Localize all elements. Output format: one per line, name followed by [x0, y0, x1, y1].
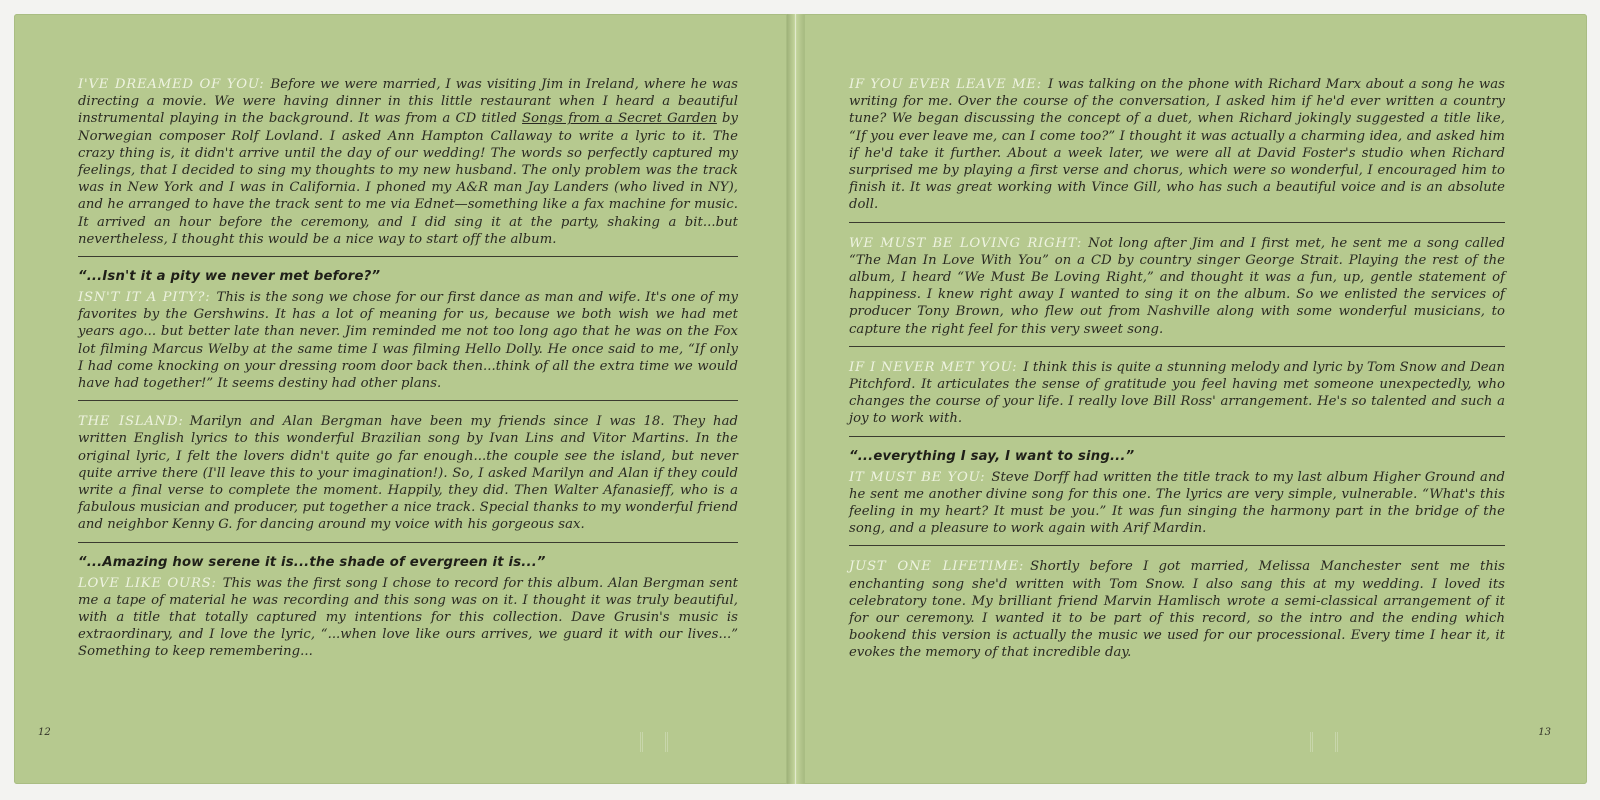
embossed-mark: [640, 732, 668, 752]
left-page: [14, 14, 787, 784]
song-title: I'VE DREAMED OF YOU:: [78, 77, 265, 92]
divider-rule: [78, 400, 738, 401]
song-note-text: [849, 469, 1505, 538]
pull-quote: “...Amazing how serene it is...the shade of evergreen it is...”: [78, 554, 546, 570]
pull-quote: “...Isn't it a pity we never met before?”: [78, 269, 381, 285]
song-note-if-you-ever-leave-me: [849, 76, 1505, 214]
song-note-text: [78, 289, 738, 392]
divider-rule: [849, 222, 1505, 223]
song-note-the-island: [78, 413, 738, 533]
pull-quote: “...everything I say, I want to sing...”: [849, 448, 1135, 464]
embossed-mark: [1310, 732, 1338, 752]
song-note-if-i-never-met-you: [849, 359, 1505, 428]
page-number: 13: [1538, 727, 1551, 738]
song-note-love-like-ours: [78, 555, 738, 661]
song-title: ISN'T IT A PITY?:: [78, 290, 211, 306]
song-note-text: [78, 575, 738, 661]
song-note-we-must-be-loving-right: [849, 235, 1505, 338]
song-note-body: Not long after Jim and I first met, he sent me a song called “The Man In Love With You” on a CD by country singer George Strait. Playing the rest of the album, I heard “We Must Be Loving Right,” and thought it was a fun, up, gentle statement of happiness. I knew right away I wanted to sing it on the album. So we enlisted the services of producer Tony Brown, who flew out from Nashville along with some wonderful musicians, to capture the right feel for this very sweet song.: [849, 235, 1506, 337]
song-note-body: Shortly before I got married, Melissa Manchester sent me this enchanting song she'd written with Tom Snow. I also sang this at my wedding. I loved its celebratory tone. My brilliant friend Marvin Hamlisch wrote a semi-classical arrangement of it for our ceremony. I wanted it to be part of this record, so the intro and the ending which bookend this version is actually the music we used for our processional. Every time I hear it, it evokes the memory of that incredible day.: [849, 559, 1505, 661]
song-title: IT MUST BE YOU:: [849, 469, 986, 485]
divider-rule: [78, 256, 738, 257]
song-title: IF YOU EVER LEAVE ME:: [849, 77, 1042, 92]
left-column: [78, 76, 738, 661]
song-title: WE MUST BE LOVING RIGHT:: [849, 235, 1083, 251]
divider-rule: [849, 346, 1505, 347]
divider-rule: [849, 436, 1505, 437]
song-title: THE ISLAND:: [78, 414, 184, 430]
song-note-isnt-it-a-pity: [78, 269, 738, 392]
song-note-body-cont: by Norwegian composer Rolf Lovland. I asked Ann Hampton Callaway to write a lyric to it. The crazy thing is, it didn't arrive until the day of our wedding! The words so perfectly captured my feelings, that I decided to sing my thoughts to my new husband. The only problem was the track was in New York and I was in California. I phoned my A&R man Jay Landers (who lived in NY), and he arranged to have the track sent to me via Ednet—something like a fax machine for music. It arrived an hour before the ceremony, and I did sing it at the party, shaking a bit...but nevertheless, I thought this would be a nice way to start off the album.: [78, 111, 739, 247]
song-note-body: Marilyn and Alan Bergman have been my friends since I was 18. They had written English lyrics to this wonderful Brazilian song by Ivan Lins and Vitor Martins. In the original lyric, I felt the lovers didn't quite go far enough...the couple see the island, but never quite arrive there (I'll leave this to your imagination!). So, I asked Marilyn and Alan if they could write a final verse to complete the moment. Happily, they did. Then Walter Afanasieff, who is a fabulous musician and producer, put together a nice track. Special thanks to my wonderful friend and neighbor Kenny G. for dancing around my voice with his gorgeous sax.: [78, 414, 739, 533]
song-note-text: [849, 235, 1505, 338]
song-note-body: Before we were married, I was visiting Jim in Ireland, where he was directing a movie. We were having dinner in this little restaurant when I heard a beautiful instrumental playing in the background. It was from a CD titled: [78, 77, 739, 127]
song-note-body: This was the first song I chose to record for this album. Alan Bergman sent me a tape of material he was recording and this song was on it. I thought it was truly beautiful, with a title that totally captured my intentions for this collection. Dave Grusin's music is extraordinary, and I love the lyric, “...when love like ours arrives, we guard it with our lives...” Something to keep remembering...: [78, 575, 738, 660]
song-title: LOVE LIKE OURS:: [78, 575, 217, 591]
right-page: [804, 14, 1587, 784]
song-note-text: [78, 413, 738, 533]
song-note-body: I think this is quite a stunning melody and lyric by Tom Snow and Dean Pitchford. It articulates the sense of gratitude you feel having met someone unexpectedly, who changes the course of your life. I really love Bill Ross' arrangement. He's so talented and such a joy to work with.: [849, 359, 1506, 427]
song-title: JUST ONE LIFETIME:: [849, 559, 1025, 575]
song-note-body: I was talking on the phone with Richard Marx about a song he was writing for me. Over the course of the conversation, I asked him if he'd ever written a country tune? We began discussing the concept of a duet, when Richard jokingly suggested a title like, “If you ever leave me, can I come too?” I thought it was actually a charming idea, and asked him if he'd take it further. About a week later, we were all at David Foster's studio when Richard surprised me by playing a first verse and chorus, which were so wonderful, I encouraged him to finish it. It was great working with Vince Gill, who has such a beautiful voice and is an absolute doll.: [849, 77, 1505, 213]
divider-rule: [849, 545, 1505, 546]
song-note-just-one-lifetime: [849, 558, 1505, 661]
song-note-text: [849, 359, 1505, 428]
song-note-ive-dreamed-of-you: [78, 76, 738, 248]
page-number: 12: [38, 727, 51, 738]
right-column: [849, 76, 1505, 662]
song-note-body: Steve Dorff had written the title track to my last album Higher Ground and he sent me another divine song for this one. The lyrics are very simple, vulnerable. “What's this feeling in my heart? It must be you.” It was fun singing the harmony part in the bridge of the song, and a pleasure to work again with Arif Mardin.: [849, 469, 1506, 537]
book-gutter: [787, 14, 804, 784]
divider-rule: [78, 542, 738, 543]
song-note-it-must-be-you: [849, 449, 1505, 538]
song-note-text: [849, 558, 1505, 661]
song-note-text: [849, 76, 1505, 214]
song-note-body: This is the song we chose for our first dance as man and wife. It's one of my favorites by the Gershwins. It has a lot of meaning for us, because we both wish we had met years ago... but better late than never. Jim reminded me not too long ago that he was on the Fox lot filming Marcus Welby at the same time I was filming Hello Dolly. He once said to me, “If only I had come knocking on your dressing room door back then...think of all the extra time we would have had together!” It seems destiny had other plans.: [78, 290, 738, 392]
song-note-text: [78, 76, 738, 248]
album-title-underlined: Songs from a Secret Garden: [522, 111, 717, 127]
song-title: IF I NEVER MET YOU:: [849, 359, 1018, 375]
